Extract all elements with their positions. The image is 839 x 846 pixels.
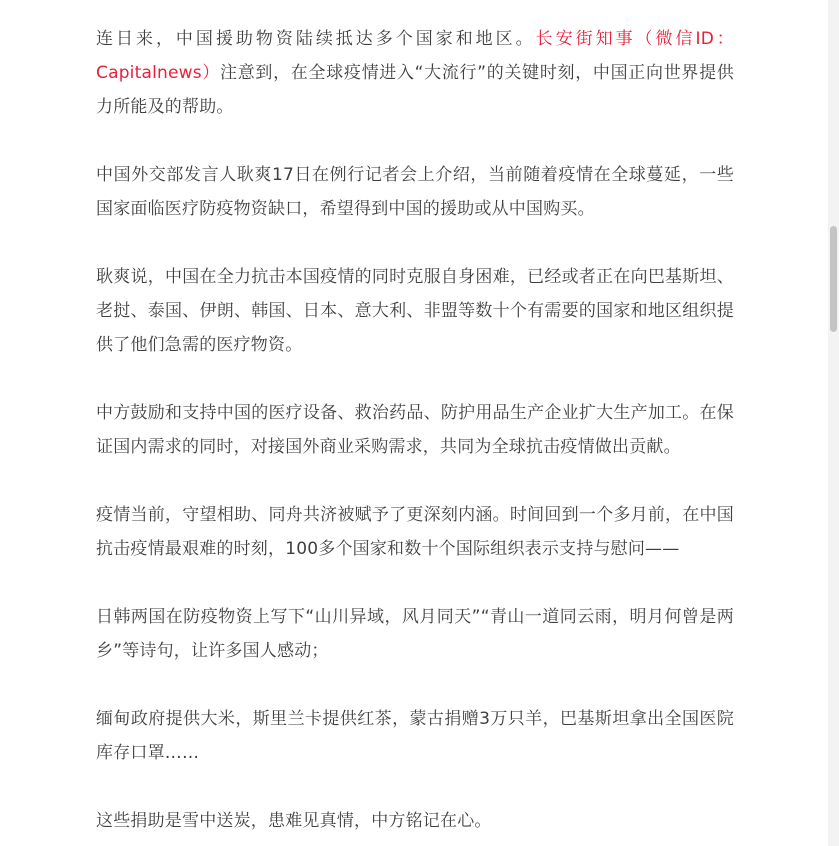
paragraph-7: 缅甸政府提供大米，斯里兰卡提供红茶，蒙古捐赠3万只羊，巴基斯坦拿出全国医院库存口罩……: [96, 709, 734, 763]
paragraph-8: 这些捐助是雪中送炭，患难见真情，中方铭记在心。: [96, 811, 492, 831]
paragraph-1-intro: 连日来，中国援助物资陆续抵达多个国家和地区。: [96, 29, 536, 49]
paragraph-4: 中方鼓励和支持中国的医疗设备、救治药品、防护用品生产企业扩大生产加工。在保证国内需求的同时，对接国外商业采购需求，共同为全球抗击疫情做出贡献。: [96, 403, 734, 457]
scrollbar[interactable]: [828, 0, 839, 846]
source-highlight: 长安街知事（微信ID：Capitalnews）: [96, 29, 734, 83]
paragraph-3: 耿爽说，中国在全力抗击本国疫情的同时克服自身困难，已经或者正在向巴基斯坦、老挝、泰国、伊朗、韩国、日本、意大利、非盟等数十个有需要的国家和地区组织提供了他们急需的医疗物资。: [96, 267, 734, 355]
paragraph-6: 日韩两国在防疫物资上写下“山川异域，风月同天”“青山一道同云雨，明月何曾是两乡”等诗句，让许多国人感动；: [96, 607, 734, 661]
paragraph-1-rest: 注意到，在全球疫情进入“大流行”的关键时刻，中国正向世界提供力所能及的帮助。: [96, 63, 734, 117]
paragraph-5: 疫情当前，守望相助、同舟共济被赋予了更深刻内涵。时间回到一个多月前，在中国抗击疫情最艰难的时刻，100多个国家和数十个国际组织表示支持与慰问——: [96, 505, 734, 559]
article-body: [96, 22, 734, 838]
paragraph-1: [96, 22, 734, 124]
paragraph-2: 中国外交部发言人耿爽17日在例行记者会上介绍，当前随着疫情在全球蔓延，一些国家面临医疗防疫物资缺口，希望得到中国的援助或从中国购买。: [96, 165, 734, 219]
scrollbar-thumb[interactable]: [830, 226, 837, 332]
